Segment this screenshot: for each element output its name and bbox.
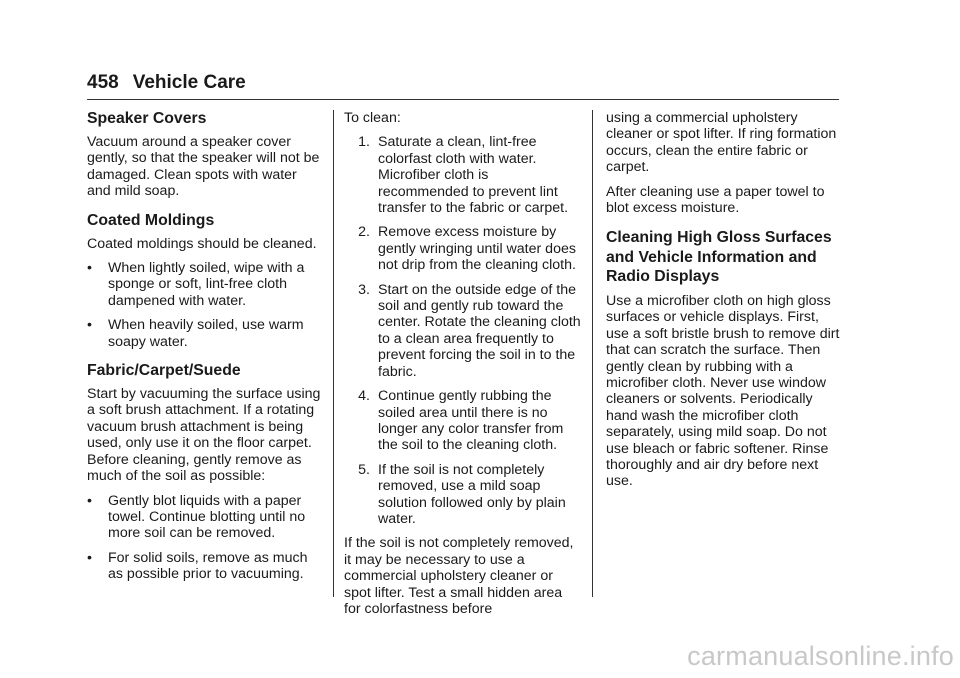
paragraph-paper-towel: After cleaning use a paper towel to blot excess moisture.: [606, 183, 825, 217]
column-1: [87, 110, 323, 591]
list-item: 4. Continue gently rubbing the soiled area until there is no longer any color transfer from the soil to the cleaning cloth.: [344, 388, 582, 454]
list-item: • For solid soils, remove as much as possible prior to vacuuming.: [87, 549, 308, 583]
list-item: 5. If the soil is not completely removed, use a mild soap solution followed only by plain water.: [344, 462, 582, 528]
paragraph-to-clean: To clean:: [344, 110, 401, 126]
heading-fabric-carpet-suede: Fabric/Carpet/Suede: [87, 362, 241, 380]
heading-speaker-covers: Speaker Covers: [87, 110, 207, 127]
chapter-title: Vehicle Care: [132, 72, 246, 93]
bullet: •: [87, 260, 92, 277]
page-header: [87, 72, 246, 94]
step-number: 1.: [358, 134, 370, 151]
step-number: 2.: [358, 224, 370, 241]
header-rule: [87, 99, 839, 100]
paragraph-coated-moldings: Coated moldings should be cleaned.: [87, 235, 317, 252]
paragraph-continued: using a commercial upholstery cleaner or spot lifter. If ring formation occurs, clean the entire fabric or carpet.: [606, 110, 837, 176]
heading-coated-moldings: Coated Moldings: [87, 211, 215, 229]
list-item: • When lightly soiled, wipe with a sponge or soft, lint-free cloth dampened with water.: [87, 260, 305, 309]
paragraph-fabric: Start by vacuuming the surface using a soft brush attachment. If a rotating vacuum brush attachment is being used, only use it on the floor carpet. Before cleaning, gently remove as much of the soil as possible:: [87, 386, 321, 485]
column-2: [344, 110, 582, 625]
bullet: •: [87, 549, 92, 566]
column-divider-1: [333, 110, 334, 597]
heading-high-gloss: Cleaning High Gloss Surfaces and Vehicle Information and Radio Displays: [606, 229, 832, 286]
list-item: 3. Start on the outside edge of the soil and gently rub toward the center. Rotate the cleaning cloth to a clean area frequently to prevent forcing the soil in to the fabric.: [344, 282, 582, 380]
list-item: • Gently blot liquids with a paper towel. Continue blotting until no more soil can be removed.: [87, 492, 306, 542]
step-number: 3.: [358, 281, 370, 298]
column-3: [606, 110, 840, 498]
bullet: •: [87, 317, 92, 334]
column-divider-2: [592, 110, 593, 597]
step-number: 4.: [358, 388, 370, 405]
paragraph-speaker-covers: Vacuum around a speaker cover gently, so that the speaker will not be damaged. Clean spots with water and mild soap.: [87, 134, 320, 200]
list-item: 1. Saturate a clean, lint-free colorfast cloth with water. Microfiber cloth is recommended to prevent lint transfer to the fabric or carpet.: [344, 134, 582, 216]
step-number: 5.: [358, 461, 370, 478]
list-item: 2. Remove excess moisture by gently wringing until water does not drip from the cleaning cloth.: [344, 224, 582, 273]
watermark: carmanualsonline.info: [687, 641, 954, 671]
list-item: • When heavily soiled, use warm soapy water.: [87, 317, 304, 350]
bullet: •: [87, 492, 92, 509]
page-number: 458: [87, 72, 119, 93]
paragraph-high-gloss: Use a microfiber cloth on high gloss surfaces or vehicle displays. First, use a soft bristle brush to remove dirt that can scratch the surface. Then gently clean by rubbing with a microfiber cloth. Never use window cleaners or solvents. Periodically hand wash the microfiber cloth separately, using mild soap. Do not use bleach or fabric softener. Rinse thoroughly and air dry before next use.: [606, 292, 840, 490]
paragraph-commercial-cleaner: If the soil is not completely removed, it may be necessary to use a commercial upholstery cleaner or spot lifter. Test a small hidden area for colorfastness before: [344, 535, 574, 617]
